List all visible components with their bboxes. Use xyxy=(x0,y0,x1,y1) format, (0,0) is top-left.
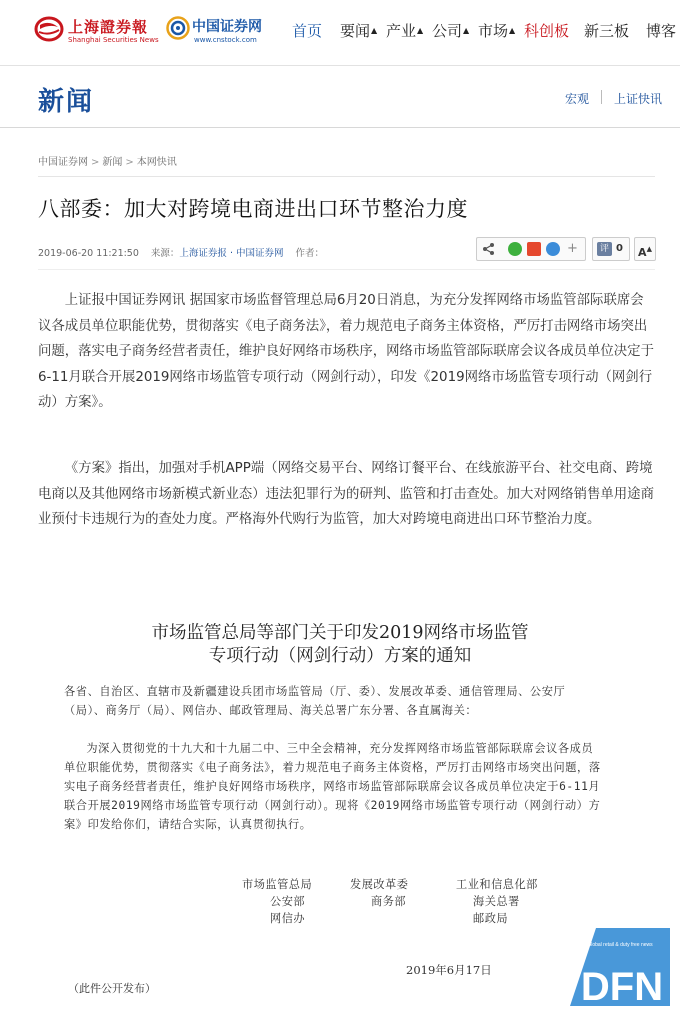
signatory: 工业和信息化部 xyxy=(456,878,538,891)
breadcrumb-separator: > xyxy=(125,157,134,168)
notice-addressees: 各省、自治区、直辖市及新疆建设兵团市场监管局（厅、委）、发展改革委、通信管理局、公安厅（局）、商务厅（局）、网信办、邮政管理局、海关总署广东分署、各直属海关： xyxy=(64,685,566,717)
caret-up-icon: ▲ xyxy=(371,26,378,35)
article-source[interactable]: 上海证券报 · 中国证券网 xyxy=(179,248,284,259)
nav-item-company[interactable] xyxy=(432,20,469,41)
article-datetime: 2019-06-20 11:21:50 xyxy=(38,248,139,259)
section-link-macro[interactable]: 宏观 xyxy=(565,92,590,106)
signatory: 邮政局 xyxy=(473,912,509,925)
comment-icon: 评 xyxy=(597,242,612,256)
breadcrumb-item[interactable]: 中国证券网 xyxy=(38,157,88,168)
section-title: 新闻 xyxy=(38,87,95,117)
nav-item-industry[interactable] xyxy=(386,20,423,41)
share-toolbar xyxy=(476,237,586,261)
cnstock-logo-cn: 中国证券网 xyxy=(192,19,262,35)
wechat-icon[interactable] xyxy=(508,242,522,256)
comment-count: 0 xyxy=(616,243,623,254)
signatory: 市场监管总局 xyxy=(242,878,313,891)
signatory: 网信办 xyxy=(270,912,306,925)
article-title: 八部委：加大对跨境电商进出口环节整治力度 xyxy=(38,197,468,221)
dfn-watermark xyxy=(566,922,676,1012)
nav-label: 公司 xyxy=(432,22,463,40)
breadcrumb xyxy=(38,153,177,168)
font-size-label: A xyxy=(638,246,647,259)
nav-item-neeq[interactable] xyxy=(584,20,629,41)
signatory: 商务部 xyxy=(371,895,407,908)
font-size-button[interactable] xyxy=(634,237,656,261)
section-divider xyxy=(601,90,602,104)
nav-item-news[interactable] xyxy=(340,20,377,41)
weibo-icon[interactable] xyxy=(527,242,541,256)
nav-label: 博客 xyxy=(646,22,677,40)
nav-label: 科创板 xyxy=(524,22,570,40)
nav-item-blog[interactable] xyxy=(646,20,676,41)
breadcrumb-item[interactable]: 新闻 xyxy=(102,157,123,168)
divider xyxy=(38,176,655,177)
top-bar xyxy=(0,0,680,66)
caret-up-icon: ▲ xyxy=(509,26,516,35)
sss-logo-en: Shanghai Securities News xyxy=(68,36,159,44)
signatory: 海关总署 xyxy=(473,895,520,908)
signatory: 发展改革委 xyxy=(350,878,409,891)
publish-note: （此件公开发布） xyxy=(68,982,156,995)
sss-logo-cn: 上海證券報 xyxy=(68,18,149,36)
caret-up-icon: ▲ xyxy=(463,26,470,35)
dfn-text: DFN xyxy=(580,965,664,1009)
cnstock-logo-icon xyxy=(166,16,190,40)
section-header xyxy=(0,66,680,128)
breadcrumb-separator: > xyxy=(91,157,100,168)
qzone-icon[interactable] xyxy=(546,242,560,256)
nav-label: 市场 xyxy=(478,22,509,40)
notice-date: 2019年6月17日 xyxy=(406,963,492,977)
notice-body: 为深入贯彻党的十九大和十九届二中、三中全会精神，充分发挥网络市场监管部际联席会议各成员单位职能优势，贯彻落实《电子商务法》，着力规范电子商务主体资格，严厉打击网络市场突出问题，落实电子商务经营者责任，维护良好网络市场秩序，网络市场监管部际联席会议各成员单位决定于6-11月联合开展2019网络市场监管专项行动（网剑行动）。现将《2019网络市场监管专项行动（网剑行动）方案》印发给你们，请结合实际，认真贯彻执行。 xyxy=(64,742,601,831)
signatory: 公安部 xyxy=(270,895,306,908)
nav-label: 新三板 xyxy=(584,22,630,40)
cnstock-logo[interactable] xyxy=(166,14,278,48)
author-label: 作者： xyxy=(295,248,324,259)
nav-item-market[interactable] xyxy=(478,20,515,41)
more-share-icon[interactable]: + xyxy=(567,241,578,256)
share-icon[interactable] xyxy=(482,242,496,256)
divider xyxy=(38,269,655,270)
source-label: 来源： xyxy=(150,248,180,259)
sss-logo-icon xyxy=(34,16,64,42)
article-meta xyxy=(38,245,324,259)
nav-label: 要闻 xyxy=(340,22,371,40)
font-up-icon: ▲ xyxy=(646,245,652,253)
nav-label: 产业 xyxy=(386,22,417,40)
notice-title-line1: 市场监管总局等部门关于印发2019网络市场监管 xyxy=(151,623,529,643)
comment-count-button[interactable] xyxy=(592,237,630,261)
cnstock-logo-en: www.cnstock.com xyxy=(194,36,257,44)
nav-item-home[interactable] xyxy=(292,20,322,41)
breadcrumb-item[interactable]: 本网快讯 xyxy=(136,157,177,168)
nav-label: 首页 xyxy=(292,22,323,40)
dfn-logo-icon xyxy=(566,922,676,1012)
shanghai-securities-news-logo[interactable] xyxy=(34,14,162,48)
caret-up-icon: ▲ xyxy=(417,26,424,35)
dfn-tagline: Global retail & duty free news xyxy=(587,942,653,948)
article-paragraph: 《方案》指出，加强对手机APP端（网络交易平台、网络订餐平台、在线旅游平台、社交电商、跨境电商以及其他网络市场新模式新业态）违法犯罪行为的研判、监管和打击查处。加大对网络销售单用途商业预付卡违规行为的查处力度。严格海外代购行为监管，加大对跨境电商进出口环节整治力度。 xyxy=(38,461,654,528)
article-paragraph: 上证报中国证券网讯 据国家市场监督管理总局6月20日消息，为充分发挥网络市场监管部际联席会议各成员单位职能优势，贯彻落实《电子商务法》，着力规范电子商务主体资格，严厉打击网络市场突出问题，落实电子商务经营者责任，维护良好网络市场秩序，网络市场监管部际联席会议各成员单位决定于6-11月联合开展2019网络市场监管专项行动（网剑行动），印发《2019网络市场监管专项行动（网剑行动）方案》。 xyxy=(38,293,654,411)
nav-item-star-market[interactable] xyxy=(524,20,569,41)
notice-title-line2: 专项行动（网剑行动）方案的通知 xyxy=(208,646,472,666)
section-link-flash[interactable]: 上证快讯 xyxy=(614,92,663,106)
